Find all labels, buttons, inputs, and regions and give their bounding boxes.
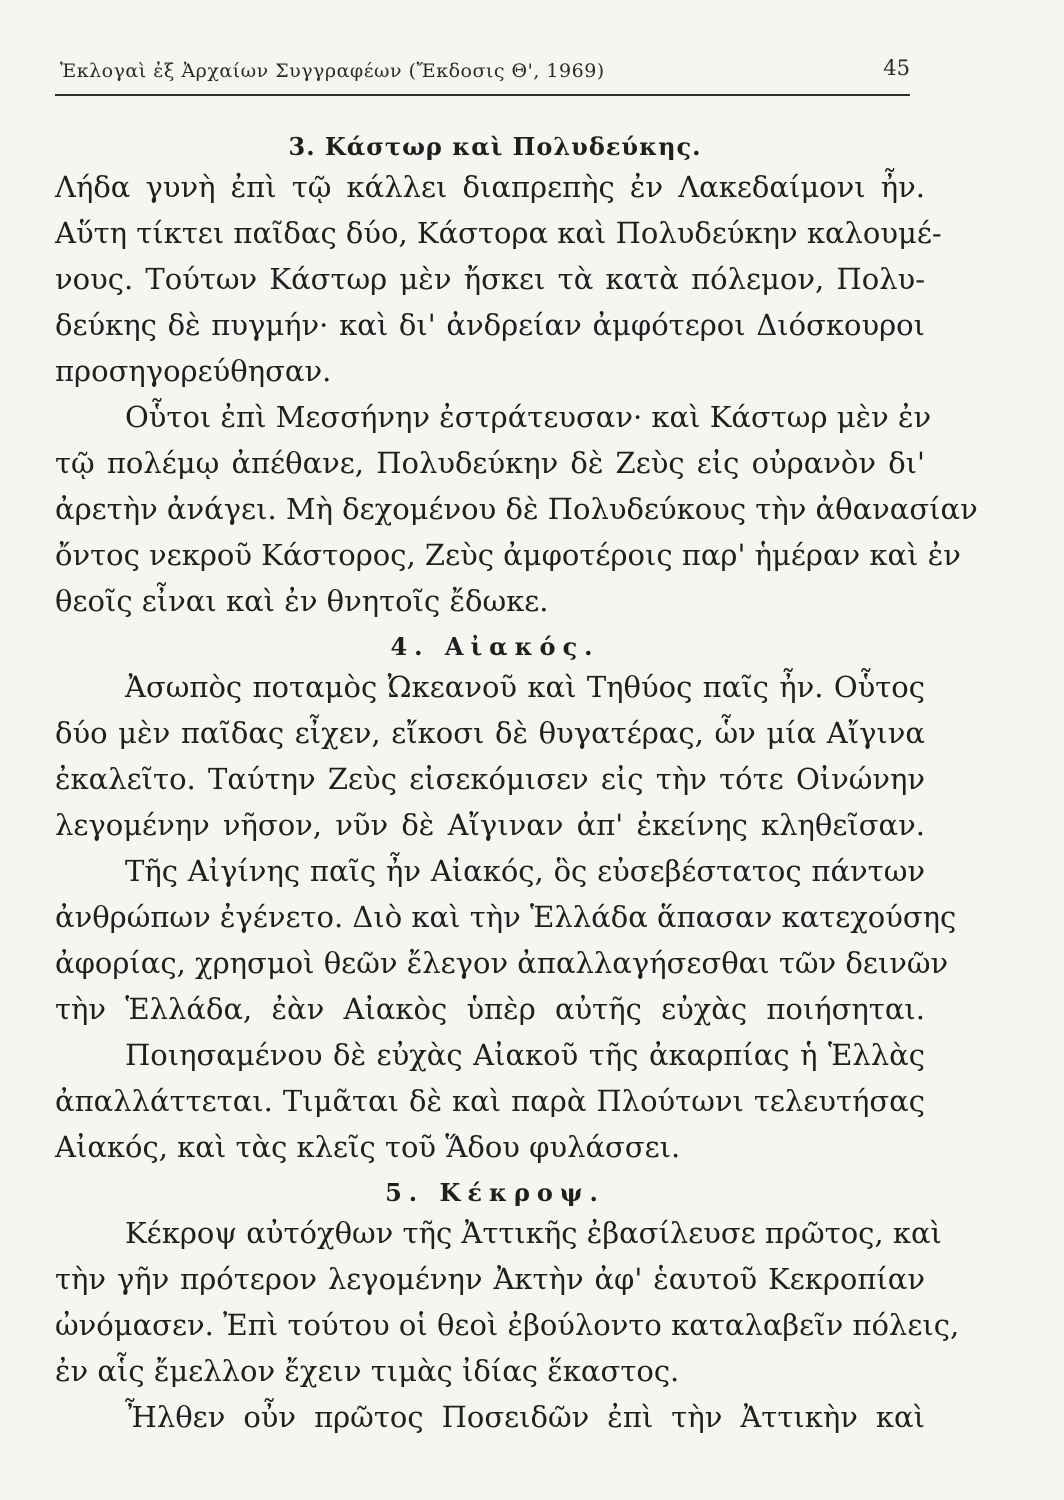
text-line: Κέκροψ αὐτόχθων τῆς Ἀττικῆς ἐβασίλευσε πρῶτος, καὶ <box>125 1216 942 1250</box>
page-number: 45 <box>883 56 910 80</box>
text-line: Ἀσωπὸς ποταμὸς Ὠκεανοῦ καὶ Τηθύος παῖς ἦν. Οὗτος <box>125 670 925 704</box>
text-line: Αὕτη τίκτει παῖδας δύο, Κάστορα καὶ Πολυδεύκην καλουμέ- <box>55 216 942 250</box>
text-line: ἀφορίας, χρησμοὶ θεῶν ἔλεγον ἀπαλλαγήσεσθαι τῶν δεινῶν <box>55 946 949 980</box>
text-line: ὄντος νεκροῦ Κάστορος, Ζεὺς ἀμφοτέροις παρ' ἡμέραν καὶ ἐν <box>55 538 961 572</box>
text-line: Ποιησαμένου δὲ εὐχὰς Αἰακοῦ τῆς ἀκαρπίας ἡ Ἑλλὰς <box>125 1038 925 1072</box>
text-line: λεγομένην νῆσον, νῦν δὲ Αἴγιναν ἀπ' ἐκείνης κληθεῖσαν. <box>55 808 925 842</box>
text-line: Τῆς Αἰγίνης παῖς ἦν Αἰακός, ὃς εὐσεβέστατος πάντων <box>125 854 925 888</box>
section-heading-castor: 3. Κάστωρ καὶ Πολυδεύκης. <box>288 132 702 161</box>
text-line: Λήδα γυνὴ ἐπὶ τῷ κάλλει διαπρεπὴς ἐν Λακεδαίμονι ἦν. <box>55 170 925 204</box>
text-line: θεοῖς εἶναι καὶ ἐν θνητοῖς ἔδωκε. <box>55 584 549 618</box>
text-line: Οὗτοι ἐπὶ Μεσσήνην ἐστράτευσαν· καὶ Κάστωρ μὲν ἐν <box>125 400 932 434</box>
running-header <box>60 52 910 92</box>
text-line: ἀπαλλάττεται. Τιμᾶται δὲ καὶ παρὰ Πλούτωνι τελευτήσας <box>55 1084 925 1118</box>
text-line: ἀνθρώπων ἐγένετο. Διὸ καὶ τὴν Ἑλλάδα ἅπασαν κατεχούσης <box>55 900 957 934</box>
section-heading-cecrops: 5. Κέκροψ. <box>385 1178 605 1207</box>
section-heading-aeacus: 4. Αἰακός. <box>390 632 600 661</box>
text-line: τὴν Ἑλλάδα, ἐὰν Αἰακὸς ὑπὲρ αὐτῆς εὐχὰς ποιήσηται. <box>55 992 925 1026</box>
text-line: ἐν αἷς ἔμελλον ἔχειν τιμὰς ἰδίας ἕκαστος. <box>55 1354 680 1388</box>
text-line: τῷ πολέμῳ ἀπέθανε, Πολυδεύκην δὲ Ζεὺς εἰς οὐρανὸν δι' <box>55 446 925 480</box>
text-line: προσηγορεύθησαν. <box>55 354 332 388</box>
text-line: δύο μὲν παῖδας εἶχεν, εἴκοσι δὲ θυγατέρας, ὧν μία Αἴγινα <box>55 716 925 750</box>
running-title: Ἐκλογαὶ ἐξ Ἀρχαίων Συγγραφέων (Ἔκδοσις Θ', 1969) <box>60 60 605 82</box>
text-line: ὠνόμασεν. Ἐπὶ τούτου οἱ θεοὶ ἐβούλοντο καταλαβεῖν πόλεις, <box>55 1308 960 1342</box>
text-line: Αἰακός, καὶ τὰς κλεῖς τοῦ Ἅδου φυλάσσει. <box>55 1130 681 1164</box>
text-line: τὴν γῆν πρότερον λεγομένην Ἀκτὴν ἀφ' ἑαυτοῦ Κεκροπίαν <box>55 1262 925 1296</box>
text-line: δεύκης δὲ πυγμήν· καὶ δι' ἀνδρείαν ἀμφότεροι Διόσκουροι <box>55 308 925 342</box>
text-line: Ἦλθεν οὖν πρῶτος Ποσειδῶν ἐπὶ τὴν Ἀττικὴν καὶ <box>125 1400 925 1434</box>
text-line: ἐκαλεῖτο. Ταύτην Ζεὺς εἰσεκόμισεν εἰς τὴν τότε Οἰνώνην <box>55 762 925 796</box>
text-line: ἀρετὴν ἀνάγει. Μὴ δεχομένου δὲ Πολυδεύκους τὴν ἀθανασίαν <box>55 492 978 526</box>
text-line: νους. Τούτων Κάστωρ μὲν ἤσκει τὰ κατὰ πόλεμον, Πολυ- <box>55 262 925 296</box>
header-rule <box>55 94 910 96</box>
